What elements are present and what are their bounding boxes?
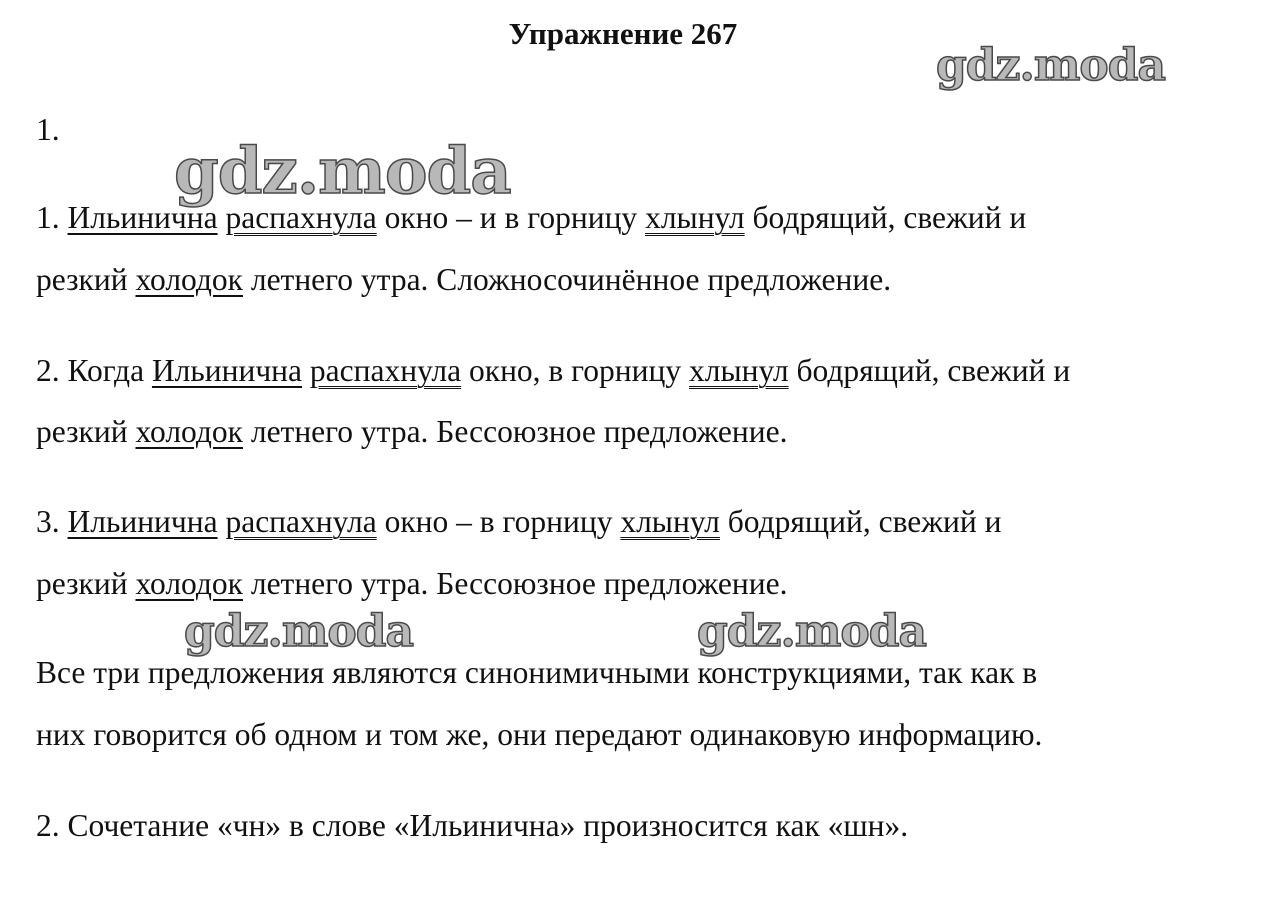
- sentence-3-line-2: [36, 564, 787, 604]
- predicate: распахнула: [309, 353, 462, 388]
- sentence-number: 3.: [36, 504, 60, 539]
- predicate: хлынул: [689, 353, 789, 388]
- sentence-text: окно, в горницу: [469, 353, 682, 388]
- sentence-text: окно – и в горницу: [384, 200, 638, 235]
- subject: холодок: [135, 566, 243, 601]
- sentence-text: бодрящий, свежий и: [752, 200, 1027, 235]
- sentence-text: бодрящий, свежий и: [727, 504, 1002, 539]
- sentence-text: окно – в горницу: [384, 504, 613, 539]
- section-number: 1.: [36, 112, 60, 147]
- sentence-number: 1.: [36, 200, 60, 235]
- predicate: хлынул: [620, 504, 720, 539]
- sentence-2-line-1: [36, 351, 1070, 391]
- predicate: распахнула: [225, 504, 377, 539]
- sentence-1-line-2: [36, 260, 891, 300]
- subject: холодок: [135, 414, 243, 449]
- sentence-text: резкий: [36, 414, 128, 449]
- subject: холодок: [135, 262, 243, 297]
- subject: Ильинична: [67, 504, 218, 539]
- sentence-text: летнего утра. Бессоюзное предложение.: [250, 566, 788, 601]
- subject: Ильинична: [67, 200, 218, 235]
- predicate: распахнула: [225, 200, 377, 235]
- sentence-text: бодрящий, свежий и: [796, 353, 1071, 388]
- subject: Ильинична: [151, 353, 303, 388]
- sentence-number: 2. Когда: [36, 353, 145, 388]
- watermark-logo: gdz.moda: [184, 606, 414, 657]
- page-title: Упражнение 267: [508, 16, 738, 51]
- conclusion-line-2: них говорится об одном и том же, они передают одинаковую информацию.: [36, 717, 1043, 752]
- predicate: хлынул: [645, 200, 745, 235]
- conclusion-line-1: Все три предложения являются синонимичными конструкциями, так как в: [36, 655, 1038, 690]
- sentence-text: резкий: [36, 566, 128, 601]
- sentence-text: резкий: [36, 262, 128, 297]
- point-2: 2. Сочетание «чн» в слове «Ильинична» произносится как «шн».: [36, 808, 909, 843]
- sentence-text: летнего утра. Бессоюзное предложение.: [250, 414, 788, 449]
- watermark-logo: gdz.moda: [936, 40, 1166, 91]
- sentence-3-line-1: [36, 502, 1002, 542]
- watermark-logo: gdz.moda: [174, 134, 511, 209]
- watermark-logo: gdz.moda: [697, 606, 927, 657]
- sentence-text: летнего утра. Сложносочинённое предложение.: [250, 262, 892, 297]
- sentence-1-line-1: [36, 198, 1026, 238]
- sentence-2-line-2: [36, 412, 787, 452]
